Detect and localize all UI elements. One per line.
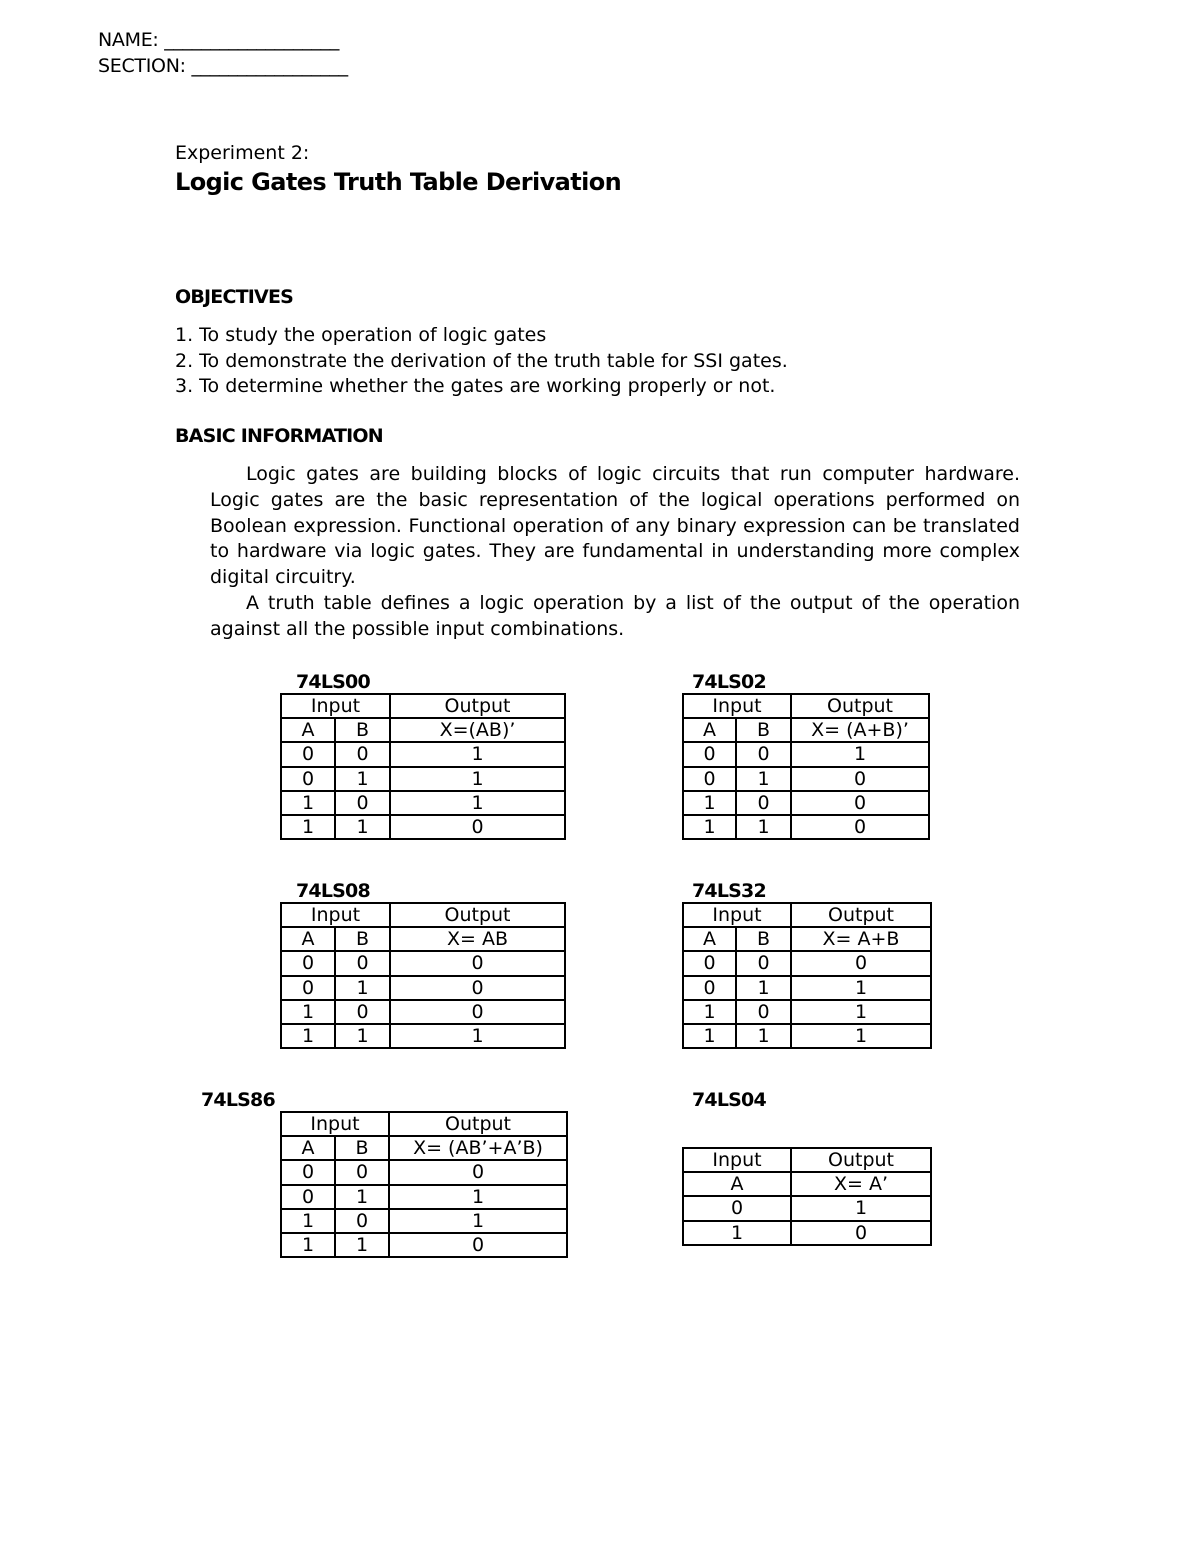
input-header: Input xyxy=(683,694,791,718)
table-row xyxy=(683,1221,931,1245)
column-a: A xyxy=(281,718,335,742)
column-b: B xyxy=(335,927,390,951)
input-header: Input xyxy=(281,1112,389,1136)
cell: 1 xyxy=(281,1000,335,1024)
table-row xyxy=(683,742,929,766)
input-header: Input xyxy=(281,903,390,927)
table-row xyxy=(281,976,565,1000)
cell: 1 xyxy=(281,815,335,839)
output-expression: X= A+B xyxy=(791,927,931,951)
cell: 1 xyxy=(281,1209,335,1233)
page-title: Logic Gates Truth Table Derivation xyxy=(175,168,622,196)
truth-table-74ls02 xyxy=(682,693,930,840)
cell: 1 xyxy=(281,791,335,815)
column-b: B xyxy=(736,927,791,951)
cell: 0 xyxy=(335,742,390,766)
column-a: A xyxy=(281,1136,335,1160)
cell: 1 xyxy=(335,815,390,839)
table-row xyxy=(281,767,565,791)
cell: 0 xyxy=(281,1160,335,1184)
objective-item: 2. To demonstrate the derivation of the truth table for SSI gates. xyxy=(175,349,788,372)
truth-table-74ls04 xyxy=(682,1147,932,1246)
cell: 0 xyxy=(736,791,791,815)
table-row xyxy=(281,1209,567,1233)
objective-item: 3. To determine whether the gates are working properly or not. xyxy=(175,375,776,397)
cell: 1 xyxy=(683,1024,736,1048)
output-header: Output xyxy=(791,694,929,718)
cell: 1 xyxy=(390,1024,565,1048)
table-row xyxy=(281,1160,567,1184)
table-row xyxy=(281,1233,567,1257)
cell: 0 xyxy=(791,767,929,791)
truth-table-74ls86 xyxy=(280,1111,568,1258)
cell: 0 xyxy=(281,976,335,1000)
cell: 0 xyxy=(390,815,565,839)
cell: 1 xyxy=(335,1185,389,1209)
cell: 0 xyxy=(683,767,736,791)
output-expression: X= (A+B)’ xyxy=(791,718,929,742)
table-row xyxy=(281,1000,565,1024)
cell: 1 xyxy=(736,976,791,1000)
table-row xyxy=(683,976,931,1000)
table-row xyxy=(683,1000,931,1024)
cell: 1 xyxy=(736,767,791,791)
table-label-74ls04: 74LS04 xyxy=(692,1089,766,1111)
output-header: Output xyxy=(791,903,931,927)
cell: 0 xyxy=(281,1185,335,1209)
cell: 0 xyxy=(390,1000,565,1024)
cell: 1 xyxy=(683,1221,791,1245)
truth-table-74ls00 xyxy=(280,693,566,840)
cell: 1 xyxy=(389,1209,567,1233)
output-expression: X= A’ xyxy=(791,1172,931,1196)
table-label-74ls32: 74LS32 xyxy=(692,880,766,902)
cell: 1 xyxy=(390,767,565,791)
cell: 0 xyxy=(281,742,335,766)
cell: 1 xyxy=(683,791,736,815)
cell: 0 xyxy=(683,976,736,1000)
table-row xyxy=(683,791,929,815)
table-row xyxy=(683,1196,931,1220)
table-row xyxy=(281,815,565,839)
table-label-74ls08: 74LS08 xyxy=(296,880,370,902)
cell: 1 xyxy=(281,1233,335,1257)
cell: 0 xyxy=(281,951,335,975)
input-header: Input xyxy=(683,1148,791,1172)
table-row xyxy=(683,815,929,839)
cell: 1 xyxy=(791,1196,931,1220)
cell: 1 xyxy=(335,1233,389,1257)
cell: 0 xyxy=(683,1196,791,1220)
cell: 1 xyxy=(791,1024,931,1048)
table-row xyxy=(683,951,931,975)
cell: 0 xyxy=(390,976,565,1000)
column-b: B xyxy=(335,718,390,742)
cell: 1 xyxy=(683,1000,736,1024)
cell: 0 xyxy=(335,1160,389,1184)
cell: 1 xyxy=(390,791,565,815)
cell: 0 xyxy=(389,1233,567,1257)
cell: 0 xyxy=(683,951,736,975)
column-a: A xyxy=(683,718,736,742)
objectives-heading: OBJECTIVES xyxy=(175,286,294,308)
cell: 1 xyxy=(281,1024,335,1048)
cell: 0 xyxy=(335,791,390,815)
basic-info-heading: BASIC INFORMATION xyxy=(175,425,383,447)
table-row xyxy=(683,767,929,791)
table-row xyxy=(281,951,565,975)
cell: 1 xyxy=(389,1185,567,1209)
output-expression: X= AB xyxy=(390,927,565,951)
cell: 1 xyxy=(736,1024,791,1048)
cell: 0 xyxy=(335,951,390,975)
cell: 1 xyxy=(335,976,390,1000)
column-b: B xyxy=(736,718,791,742)
basic-info-paragraph-1: Logic gates are building blocks of logic circuits that run computer hardware. Logic gates are the basic representation of the logical operations performed on Boolean expression. Functional operation of any binary expression can be translated to hardware via logic gates. They are fundamental in understanding more complex digital circuitry. xyxy=(210,463,1020,589)
table-label-74ls02: 74LS02 xyxy=(692,671,766,693)
cell: 0 xyxy=(791,815,929,839)
name-field-label: NAME: ___________________ xyxy=(98,29,340,51)
basic-info-paragraph-2: A truth table defines a logic operation by a list of the output of the operation against all the possible input combinations. xyxy=(210,592,1020,640)
cell: 1 xyxy=(683,815,736,839)
cell: 1 xyxy=(736,815,791,839)
column-a: A xyxy=(281,927,335,951)
cell: 0 xyxy=(335,1209,389,1233)
input-header: Input xyxy=(281,694,390,718)
table-label-74ls00: 74LS00 xyxy=(296,671,370,693)
cell: 1 xyxy=(390,742,565,766)
cell: 0 xyxy=(791,951,931,975)
experiment-number: Experiment 2: xyxy=(175,142,310,164)
objective-item: 1. To study the operation of logic gates xyxy=(175,324,547,346)
column-a: A xyxy=(683,1172,791,1196)
cell: 0 xyxy=(736,1000,791,1024)
output-header: Output xyxy=(389,1112,567,1136)
table-row xyxy=(281,1185,567,1209)
cell: 0 xyxy=(791,1221,931,1245)
column-a: A xyxy=(683,927,736,951)
output-header: Output xyxy=(390,903,565,927)
cell: 0 xyxy=(389,1160,567,1184)
output-header: Output xyxy=(390,694,565,718)
output-expression: X= (AB’+A’B) xyxy=(389,1136,567,1160)
cell: 1 xyxy=(791,1000,931,1024)
cell: 0 xyxy=(390,951,565,975)
cell: 1 xyxy=(335,767,390,791)
table-row xyxy=(281,742,565,766)
cell: 0 xyxy=(281,767,335,791)
cell: 1 xyxy=(335,1024,390,1048)
cell: 0 xyxy=(683,742,736,766)
table-row xyxy=(683,1024,931,1048)
truth-table-74ls32 xyxy=(682,902,932,1049)
output-header: Output xyxy=(791,1148,931,1172)
section-field-label: SECTION: _________________ xyxy=(98,55,348,77)
table-row xyxy=(281,1024,565,1048)
table-label-74ls86: 74LS86 xyxy=(201,1089,275,1111)
cell: 1 xyxy=(791,976,931,1000)
output-expression: X=(AB)’ xyxy=(390,718,565,742)
objectives-list xyxy=(175,323,788,400)
table-row xyxy=(281,791,565,815)
truth-table-74ls08 xyxy=(280,902,566,1049)
cell: 0 xyxy=(736,951,791,975)
cell: 0 xyxy=(736,742,791,766)
cell: 0 xyxy=(335,1000,390,1024)
input-header: Input xyxy=(683,903,791,927)
cell: 1 xyxy=(791,742,929,766)
cell: 0 xyxy=(791,791,929,815)
column-b: B xyxy=(335,1136,389,1160)
